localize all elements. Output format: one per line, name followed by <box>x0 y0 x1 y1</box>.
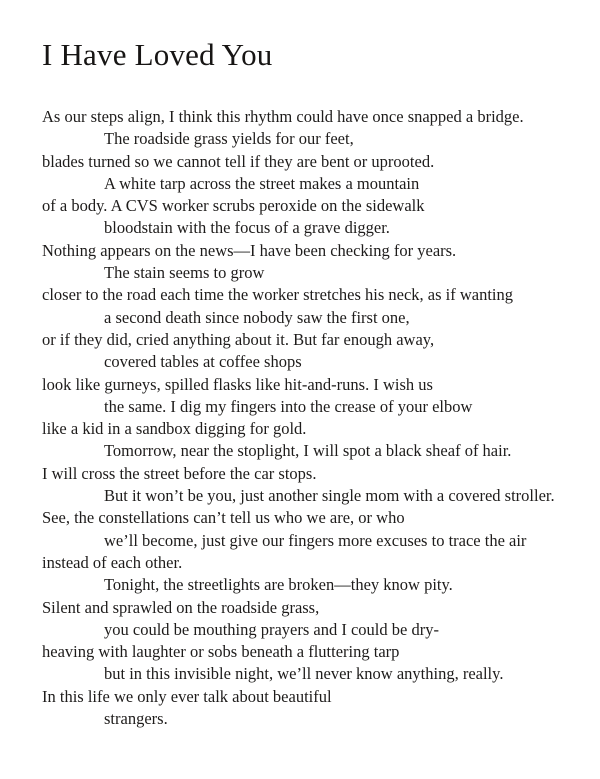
poem-line: instead of each other. <box>42 552 183 572</box>
poem-line: Tonight, the streetlights are broken—they know pity. <box>104 575 453 595</box>
poem-line: In this life we only ever talk about beautiful <box>42 686 332 706</box>
poem-line: we’ll become, just give our fingers more excuses to trace the air <box>104 530 527 550</box>
poem-line: closer to the road each time the worker stretches his neck, as if wanting <box>42 285 513 305</box>
poem-line: The stain seems to grow <box>104 263 265 283</box>
poem-line: or if they did, cried anything about it. But far enough away, <box>42 329 435 349</box>
poem-title: I Have Loved You <box>42 37 273 72</box>
poem-line: Nothing appears on the news—I have been checking for years. <box>42 240 457 260</box>
poem-line: strangers. <box>104 709 168 729</box>
poem-line: like a kid in a sandbox digging for gold. <box>42 419 307 439</box>
poem-line: I will cross the street before the car stops. <box>42 463 317 483</box>
poem-line: of a body. A CVS worker scrubs peroxide on the sidewalk <box>42 196 425 216</box>
poem-body <box>42 106 594 730</box>
poem-line: Tomorrow, near the stoplight, I will spot a black sheaf of hair. <box>104 441 512 461</box>
poem-line: but in this invisible night, we’ll never know anything, really. <box>104 664 504 684</box>
poem-line: you could be mouthing prayers and I could be dry- <box>104 619 439 639</box>
poem-line: the same. I dig my fingers into the crease of your elbow <box>104 396 473 416</box>
poem-line: blades turned so we cannot tell if they are bent or uprooted. <box>42 151 435 171</box>
poem-line: See, the constellations can’t tell us who we are, or who <box>42 508 405 528</box>
poem-line: A white tarp across the street makes a mountain <box>104 173 420 193</box>
poem-line: heaving with laughter or sobs beneath a fluttering tarp <box>42 642 400 662</box>
poem-line: look like gurneys, spilled flasks like hit-and-runs. I wish us <box>42 374 433 394</box>
poem-line: bloodstain with the focus of a grave digger. <box>104 218 390 238</box>
poem-line: But it won’t be you, just another single mom with a covered stroller. <box>104 486 555 506</box>
poem-line: As our steps align, I think this rhythm could have once snapped a bridge. <box>42 107 524 126</box>
poem-line: The roadside grass yields for our feet, <box>104 129 354 149</box>
poem-line: covered tables at coffee shops <box>104 352 302 372</box>
poem-line: Silent and sprawled on the roadside grass, <box>42 597 320 617</box>
poem-line: a second death since nobody saw the first one, <box>104 307 410 327</box>
